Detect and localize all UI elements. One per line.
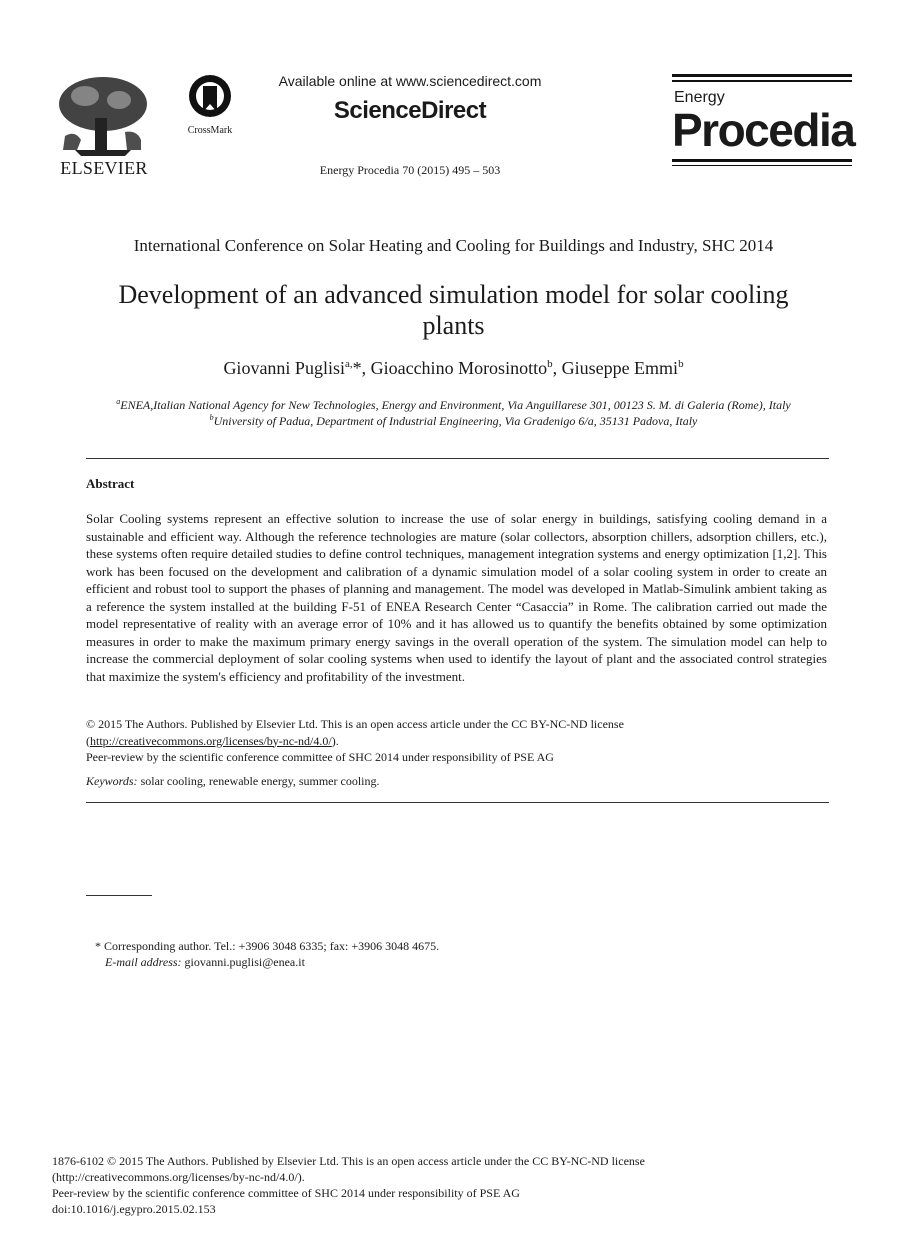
- paper-title: [70, 279, 837, 341]
- crossmark-label: CrossMark: [187, 125, 233, 136]
- copyright-text: © 2015 The Authors. Published by Elsevier Ltd. This is an open access article under the CC BY-NC-ND license: [86, 717, 624, 731]
- journal-logo-procedia: Procedia: [672, 103, 855, 156]
- abstract-heading: Abstract: [86, 476, 135, 491]
- author-name: Giuseppe Emmi: [561, 358, 679, 378]
- license-line: [86, 733, 829, 750]
- copyright-notice: [86, 716, 829, 749]
- affiliation-text: University of Padua, Department of Industrial Engineering, Via Gradenigo 6/a, 35131 Padova, Italy: [213, 414, 698, 428]
- affiliation-mark: b: [209, 413, 214, 422]
- journal-logo-rule: [672, 74, 852, 77]
- author-separator: ,: [361, 358, 371, 378]
- email-address[interactable]: giovanni.puglisi@enea.it: [181, 955, 305, 969]
- corresponding-mark: *: [352, 358, 362, 378]
- affiliation-mark: a: [116, 397, 121, 406]
- crossmark-badge[interactable]: [178, 74, 242, 136]
- footer-license-link[interactable]: (http://creativecommons.org/licenses/by-nc-nd/4.0/).: [52, 1170, 305, 1184]
- footer-doi[interactable]: doi:10.1016/j.egypro.2015.02.153: [52, 1202, 216, 1216]
- peer-review-notice: Peer-review by the scientific conference committee of SHC 2014 under responsibility of PSE AG: [86, 750, 554, 764]
- author-affiliation-mark: b: [678, 358, 684, 370]
- paper-title-line: plants: [422, 311, 485, 340]
- elsevier-tree-icon: [55, 74, 151, 158]
- license-paren: (: [86, 733, 90, 748]
- elsevier-wordmark: ELSEVIER: [60, 158, 148, 178]
- keywords-label: Keywords:: [86, 774, 138, 788]
- affiliation-text: ENEA,Italian National Agency for New Technologies, Energy and Environment, Via Anguillarese 301, 00123 S. M. di Galeria (Rome), Italy: [120, 398, 791, 412]
- journal-logo-rule: [672, 165, 852, 167]
- author-separator: ,: [552, 358, 562, 378]
- section-divider: [86, 802, 829, 803]
- footnote: [95, 938, 439, 970]
- journal-logo-rule: [672, 80, 852, 82]
- crossmark-icon: [188, 74, 232, 118]
- abstract-body: Solar Cooling systems represent an effective solution to increase the use of solar energy in buildings, satisfying cooling demand in a sustainable and efficient way. Although the reference technologies are mature (solar collectors, absorption chillers, adsorption chillers, etc.), these systems often require detailed studies to define control techniques, management integration systems and energy optimization [1,2]. This work has been focused on the development and calibration of a dynamic simulation model of a solar cooling system in order to create an efficient and robust tool to support the phases of planning and management. The model was developed in Matlab-Simulink ambient taking as a reference the system installed at the building F-51 of ENEA Research Center “Casaccia” in Rome. The calibration carried out made the model representative of reality with an average error of 10% and it has allowed us to quantify the benefits obtained by some optimization measures in order to make the maximum primary energy savings in the overall operation of the system. The simulation model can help to increase the commercial deployment of solar cooling systems when used to identify the layout of plant and the associated control strategies that maximize the system's efficiency and profitability of the investment.: [86, 511, 827, 684]
- footnote-divider: [86, 895, 152, 896]
- keywords: [86, 773, 829, 790]
- journal-logo: [672, 74, 855, 166]
- journal-citation: Energy Procedia 70 (2015) 495 – 503: [319, 163, 501, 177]
- page-footer: [52, 1153, 645, 1217]
- license-link[interactable]: http://creativecommons.org/licenses/by-nc-nd/4.0/: [90, 733, 332, 748]
- section-divider: [86, 458, 829, 459]
- author-affiliation-mark: a,: [344, 358, 353, 370]
- journal-logo-energy: Energy: [674, 88, 725, 106]
- author-name: Gioacchino Morosinotto: [370, 358, 548, 378]
- keywords-list: solar cooling, renewable energy, summer cooling.: [137, 774, 380, 788]
- email-label: E-mail address:: [105, 955, 182, 969]
- affiliation: [40, 413, 867, 429]
- author-affiliation-mark: b: [547, 358, 553, 370]
- paper-title-line: Development of an advanced simulation model for solar cooling: [118, 280, 789, 309]
- journal-logo-rule: [672, 159, 852, 162]
- sciencedirect-wordmark: ScienceDirect: [333, 97, 487, 124]
- conference-name: International Conference on Solar Heating and Cooling for Buildings and Industry, SHC 2014: [133, 236, 774, 255]
- affiliation: [40, 397, 867, 413]
- available-online-text: Available online at www.sciencedirect.com: [278, 73, 542, 89]
- elsevier-logo: [55, 74, 153, 178]
- author-name: Giovanni Puglisi: [223, 358, 345, 378]
- footer-issn-copyright: 1876-6102 © 2015 The Authors. Published by Elsevier Ltd. This is an open access article under the CC BY-NC-ND license: [52, 1154, 645, 1168]
- footer-peer-review: Peer-review by the scientific conference committee of SHC 2014 under responsibility of PSE AG: [52, 1186, 520, 1200]
- email-line: [95, 954, 439, 970]
- license-paren: ).: [331, 733, 339, 748]
- corresponding-author: * Corresponding author. Tel.: +3906 3048 6335; fax: +3906 3048 4675.: [95, 939, 440, 953]
- author-list: [40, 358, 867, 379]
